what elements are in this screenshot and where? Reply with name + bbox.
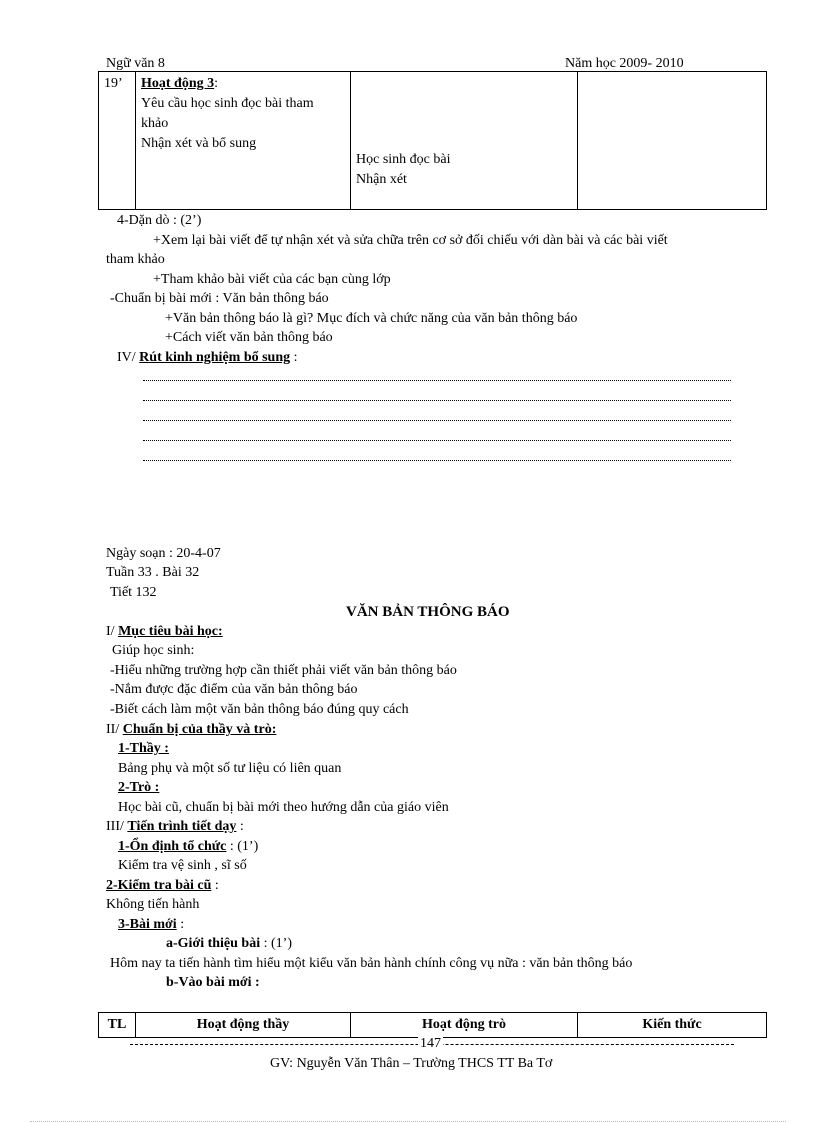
- header-school-year: Năm học 2009- 2010: [565, 56, 684, 71]
- time-cell: 19’: [99, 72, 136, 210]
- prep-heading: II/ Chuẩn bị của thầy và trò:: [106, 722, 277, 737]
- dotted-line: [143, 400, 731, 402]
- student-line: Nhận xét: [356, 172, 407, 187]
- objective-line: Giúp học sinh:: [112, 643, 195, 658]
- dotted-line: [143, 420, 731, 422]
- page-number: 147: [420, 1036, 441, 1051]
- page-edge: [30, 1121, 786, 1122]
- enter-lesson-heading: b-Vào bài mới :: [166, 975, 260, 990]
- teacher-line: Yêu cầu học sinh đọc bài tham: [141, 96, 314, 111]
- step1-heading: 1-Ổn định tổ chức : (1’): [118, 839, 259, 854]
- homework-line: +Xem lại bài viết để tự nhận xét và sửa chữa trên cơ sở đối chiếu với dàn bài và các bài viết: [153, 233, 668, 248]
- header-teacher: Hoạt động thầy: [136, 1013, 351, 1038]
- homework-line: +Cách viết văn bản thông báo: [165, 330, 333, 345]
- lesson-title: VĂN BẢN THÔNG BÁO: [346, 604, 510, 620]
- step2-heading: 2-Kiểm tra bài cũ :: [106, 878, 219, 893]
- activity-title: Hoạt động 3: [141, 76, 215, 91]
- teacher-heading: 1-Thầy :: [118, 741, 169, 756]
- student-heading: 2-Trò :: [118, 780, 160, 795]
- prep-date: Ngày soạn : 20-4-07: [106, 546, 221, 561]
- intro-text: Hôm nay ta tiến hành tìm hiểu một kiểu văn bản hành chính công vụ nữa : văn bản thông báo: [110, 956, 633, 971]
- homework-line: +Tham khảo bài viết của các bạn cùng lớp: [153, 272, 391, 287]
- student-activity-cell: [351, 72, 578, 210]
- dotted-line: [143, 380, 731, 382]
- lesson-table-header: [98, 1012, 767, 1038]
- teacher-prep-text: Bảng phụ và một số tư liệu có liên quan: [118, 761, 342, 776]
- activity-table: [98, 71, 767, 210]
- header-knowledge: Kiến thức: [578, 1013, 767, 1038]
- period: Tiết 132: [110, 585, 157, 600]
- student-line: Học sinh đọc bài: [356, 152, 451, 167]
- step2-text: Không tiến hành: [106, 897, 200, 912]
- dotted-line: [143, 440, 731, 442]
- intro-heading: a-Giới thiệu bài : (1’): [166, 936, 292, 951]
- objectives-heading: I/ Mục tiêu bài học:: [106, 624, 223, 639]
- header-student: Hoạt động trò: [351, 1013, 578, 1038]
- homework-heading: 4-Dặn dò : (2’): [117, 213, 202, 228]
- student-prep-text: Học bài cũ, chuẩn bị bài mới theo hướng dẫn của giáo viên: [118, 800, 449, 815]
- objective-line: -Nắm được đặc điểm của văn bản thông báo: [110, 682, 358, 697]
- homework-line: tham khảo: [106, 252, 165, 267]
- header-subject: Ngữ văn 8: [106, 56, 165, 71]
- step1-text: Kiểm tra vệ sinh , sĩ số: [118, 858, 247, 873]
- section-iv-heading: IV/ Rút kinh nghiệm bổ sung :: [117, 350, 298, 365]
- week-lesson: Tuần 33 . Bài 32: [106, 565, 200, 580]
- process-heading: III/ Tiến trình tiết dạy :: [106, 819, 244, 834]
- teacher-line: khảo: [141, 116, 169, 131]
- objective-line: -Biết cách làm một văn bản thông báo đúng quy cách: [110, 702, 409, 717]
- teacher-activity-cell: Hoạt động 3: Yêu cầu học sinh đọc bài tham khảo Nhận xét và bổ sung: [136, 72, 351, 210]
- step3-heading: 3-Bài mới :: [118, 917, 185, 932]
- dotted-line: [143, 460, 731, 462]
- footer-author: GV: Nguyễn Văn Thân – Trường THCS TT Ba Tơ: [270, 1056, 553, 1071]
- knowledge-cell: [578, 72, 767, 210]
- teacher-line: Nhận xét và bổ sung: [141, 136, 257, 151]
- objective-line: -Hiểu những trường hợp cần thiết phải viết văn bản thông báo: [110, 663, 457, 678]
- header-tl: TL: [99, 1013, 136, 1038]
- homework-line: -Chuẩn bị bài mới : Văn bản thông báo: [110, 291, 329, 306]
- homework-line: +Văn bản thông báo là gì? Mục đích và chức năng của văn bản thông báo: [165, 311, 578, 326]
